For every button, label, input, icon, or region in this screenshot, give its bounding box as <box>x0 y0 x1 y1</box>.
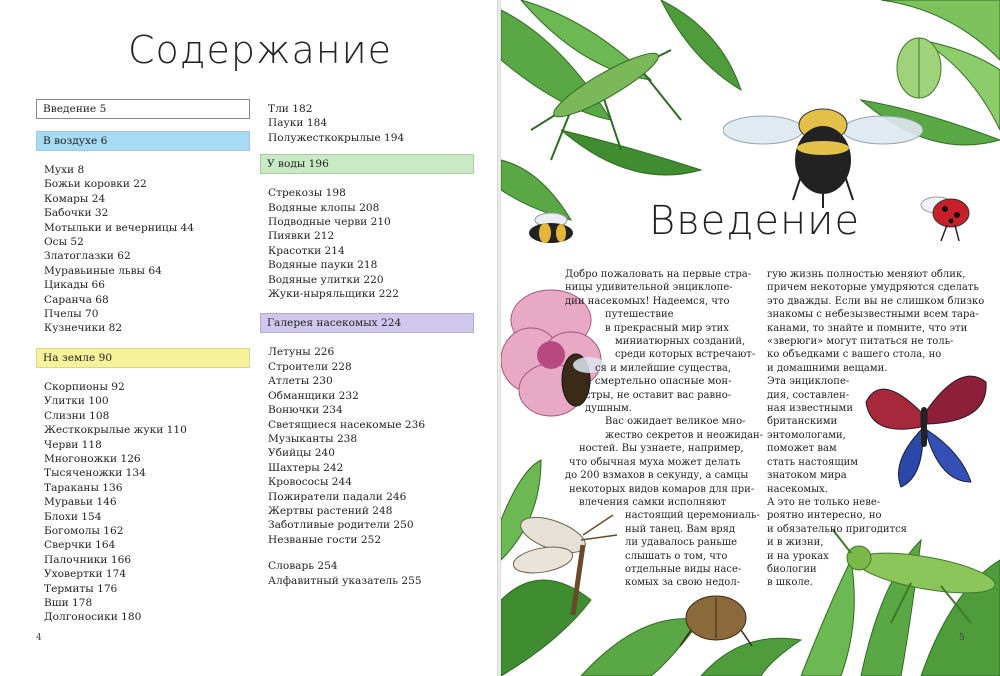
leafhopper-illustration <box>879 28 959 108</box>
intro-text-line: влечения самки исполняют <box>579 496 727 508</box>
intro-text-line: дии насекомых! Надеемся, что <box>565 295 730 307</box>
intro-text-column-2 <box>767 268 985 590</box>
toc-section-air[interactable]: В воздухе 6 <box>36 131 250 151</box>
intro-text-line: ная известными <box>767 403 853 415</box>
toc-end-list <box>260 559 474 588</box>
ladybug-illustration <box>917 185 977 245</box>
intro-text-line: Эта энциклопе- <box>767 376 850 388</box>
toc-entry[interactable]: Многоножки 126 <box>44 452 141 465</box>
toc-entry[interactable]: Вши 178 <box>44 596 93 609</box>
toc-entry[interactable]: Словарь 254 <box>268 560 338 573</box>
toc-entry[interactable]: Пожиратели падали 246 <box>268 490 407 503</box>
toc-entry[interactable]: Музыканты 238 <box>268 432 358 445</box>
toc-entry[interactable]: Водяные клопы 208 <box>268 201 380 214</box>
toc-entry[interactable]: Обманщики 232 <box>268 389 359 402</box>
toc-section-water[interactable]: У воды 196 <box>260 154 474 174</box>
intro-text-line: А это не только неве- <box>767 496 881 508</box>
toc-entry[interactable]: Шахтеры 242 <box>268 461 344 474</box>
intro-text-line: душным. <box>585 403 632 415</box>
intro-text-line: и в жизни, <box>767 537 824 549</box>
page-title: Содержание <box>127 28 393 72</box>
toc-entry[interactable]: Пауки 184 <box>268 117 328 130</box>
left-page <box>0 0 497 676</box>
toc-section-land[interactable]: На земле 90 <box>36 348 250 368</box>
intro-text-line: среди которых встречают- <box>615 349 756 361</box>
intro-text-line: ко объедками с вашего стола, но <box>767 349 942 361</box>
toc-entry[interactable]: Долгоносики 180 <box>44 611 142 624</box>
intro-text-line: насекомых. <box>767 483 828 495</box>
toc-land-list <box>36 380 250 625</box>
intro-text-line: и домашними вещами. <box>767 362 888 374</box>
toc-entry[interactable]: Светящиеся насекомые 236 <box>268 418 426 431</box>
toc-entry[interactable]: Саранча 68 <box>44 293 109 306</box>
toc-water-list <box>260 186 474 301</box>
toc-entry[interactable]: Скорпионы 92 <box>44 380 125 393</box>
intro-text-line: Вас ожидает великое мно- <box>605 416 746 428</box>
toc-entry[interactable]: Улитки 100 <box>44 395 109 408</box>
toc-entry[interactable]: Убийцы 240 <box>268 447 335 460</box>
toc-entry[interactable]: Пиявки 212 <box>268 230 335 243</box>
toc-entry[interactable]: Жесткокрылые жуки 110 <box>44 424 187 437</box>
toc-entry[interactable]: Атлеты 230 <box>268 375 333 388</box>
intro-text-line: путешествие <box>605 309 674 321</box>
toc-entry[interactable]: Жертвы растений 248 <box>268 504 393 517</box>
intro-text-line: это дважды. Если вы не слишком близко <box>767 295 985 307</box>
intro-text-line: ницы удивительной энциклопе- <box>565 282 733 294</box>
intro-text-line: «зверюги» могут питаться не толь- <box>767 336 954 348</box>
toc-entry[interactable]: Кузнечики 82 <box>44 322 123 335</box>
toc-entry[interactable]: Строители 228 <box>268 360 352 373</box>
intro-text-line: гую жизнь полностью меняют облик, <box>767 269 966 280</box>
toc-entry[interactable]: Муравьи 146 <box>44 496 117 509</box>
toc-entry[interactable]: Слизни 108 <box>44 409 110 422</box>
toc-entry[interactable]: Тысяченожки 134 <box>44 467 146 480</box>
toc-entry[interactable]: Алфавитный указатель 255 <box>268 574 422 587</box>
toc-entry[interactable]: Стрекозы 198 <box>268 187 346 200</box>
bee-illustration <box>723 100 923 210</box>
intro-text-line: миниатюрных созданий, <box>615 336 746 348</box>
right-page <box>501 0 1000 676</box>
intro-text-line: настоящий церемониаль- <box>625 510 760 522</box>
toc-entry[interactable]: Вонючки 234 <box>268 404 343 417</box>
mantis-illustration <box>511 20 711 170</box>
toc-column-a <box>36 99 250 625</box>
intro-text-line: до 200 взмахов в секунду, а самцы <box>565 470 749 482</box>
toc-air-list <box>36 163 250 336</box>
toc-top-list <box>260 102 474 145</box>
toc-entry[interactable]: Подводные черви 210 <box>268 216 391 229</box>
intro-text-line: комых за свою недол- <box>625 577 741 589</box>
intro-text-line: роятно интересно, но <box>767 510 882 522</box>
toc-entry[interactable]: Кровососы 244 <box>268 476 352 489</box>
intro-text-line: энтомологами, <box>767 429 846 441</box>
intro-text-line: ностей. Вы узнаете, например, <box>579 443 744 455</box>
intro-text-line: некоторых видов комаров для при- <box>569 483 755 495</box>
intro-text-line: стры, не оставит вас равно- <box>585 389 732 401</box>
intro-text-line: жество секретов и неожидан- <box>605 429 764 441</box>
toc-entry[interactable]: Златоглазки 62 <box>44 250 131 263</box>
intro-text-column-1 <box>565 268 763 590</box>
intro-text-line: дия, составлен- <box>767 389 850 401</box>
intro-text-line: в школе. <box>767 577 813 589</box>
intro-text-line: и смертельно опасные мон- <box>585 376 732 388</box>
toc-entry[interactable]: Термиты 176 <box>44 582 118 595</box>
toc-entry[interactable]: Сверчки 164 <box>44 539 116 552</box>
toc-entry[interactable]: Муравьиные львы 64 <box>44 264 162 277</box>
intro-title: Введение <box>649 198 861 244</box>
toc-entry[interactable]: Водяные пауки 218 <box>268 259 378 272</box>
intro-text-line: британскими <box>767 416 838 428</box>
intro-text-line: знатоком мира <box>767 470 847 482</box>
intro-text-line: и на уроках <box>767 550 829 562</box>
intro-text-line: ся и милейшие существа, <box>595 362 731 374</box>
toc-column-b <box>260 102 474 588</box>
toc-section-intro[interactable]: Введение 5 <box>36 99 250 119</box>
toc-gallery-list <box>260 345 474 547</box>
toc-entry[interactable]: Цикады 66 <box>44 279 106 292</box>
intro-text-line: слышать о том, что <box>625 550 728 562</box>
beetle-illustration <box>676 590 756 650</box>
intro-text-line: ли удавалось раньше <box>625 537 738 549</box>
toc-entry[interactable]: Бабочки 32 <box>44 207 109 220</box>
intro-text-line: биологии <box>767 563 817 575</box>
toc-entry[interactable]: Тли 182 <box>268 103 313 115</box>
intro-text-line: и обязательно пригодится <box>767 523 907 535</box>
intro-text-line: канами, то знайте и помните, что эти <box>767 322 968 334</box>
toc-entry[interactable]: Мухи 8 <box>44 164 85 176</box>
toc-entry[interactable]: Божьи коровки 22 <box>44 178 147 191</box>
toc-entry[interactable]: Осы 52 <box>44 236 84 249</box>
toc-entry[interactable]: Блохи 154 <box>44 510 102 523</box>
page-number-left: 4 <box>36 633 42 643</box>
toc-entry[interactable]: Уховертки 174 <box>44 568 127 581</box>
toc-entry[interactable]: Жуки-ныряльщики 222 <box>268 288 400 301</box>
intro-text-line: Добро пожаловать на первые стра- <box>565 269 752 280</box>
toc-section-gallery[interactable]: Галерея насекомых 224 <box>260 313 474 333</box>
toc-entry[interactable]: Тараканы 136 <box>44 481 123 494</box>
intro-text-line: ный танец. Вам вряд <box>625 523 736 535</box>
toc-entry[interactable]: Комары 24 <box>44 192 106 205</box>
intro-text-line: что обычная муха может делать <box>569 456 741 468</box>
intro-text-line: стать настоящим <box>767 456 859 468</box>
intro-text-line: отдельные виды насе- <box>625 563 742 575</box>
toc-entry[interactable]: Красотки 214 <box>268 244 345 257</box>
toc-entry[interactable]: Пчелы 70 <box>44 308 99 321</box>
toc-entry[interactable]: Богомолы 162 <box>44 524 124 537</box>
intro-text-line: причем некоторые умудряются сделать <box>767 282 979 294</box>
toc-entry[interactable]: Водяные улитки 220 <box>268 273 384 286</box>
toc-entry[interactable]: Летуны 226 <box>268 346 335 359</box>
page-number-right: 5 <box>959 633 965 643</box>
toc-entry[interactable]: Заботливые родители 250 <box>268 519 414 532</box>
intro-text-line: знакомы с небезызвестными всем тара- <box>767 309 979 321</box>
toc-entry[interactable]: Полужесткокрылые 194 <box>268 131 405 144</box>
toc-entry[interactable]: Мотыльки и вечерницы 44 <box>44 221 194 234</box>
toc-entry[interactable]: Черви 118 <box>44 438 102 451</box>
intro-text-line: поможет вам <box>767 443 837 455</box>
toc-entry[interactable]: Палочники 166 <box>44 553 132 566</box>
intro-text-line: в прекрасный мир этих <box>605 322 729 334</box>
small-bee-illustration <box>521 208 581 253</box>
toc-entry[interactable]: Незваные гости 252 <box>268 533 382 546</box>
